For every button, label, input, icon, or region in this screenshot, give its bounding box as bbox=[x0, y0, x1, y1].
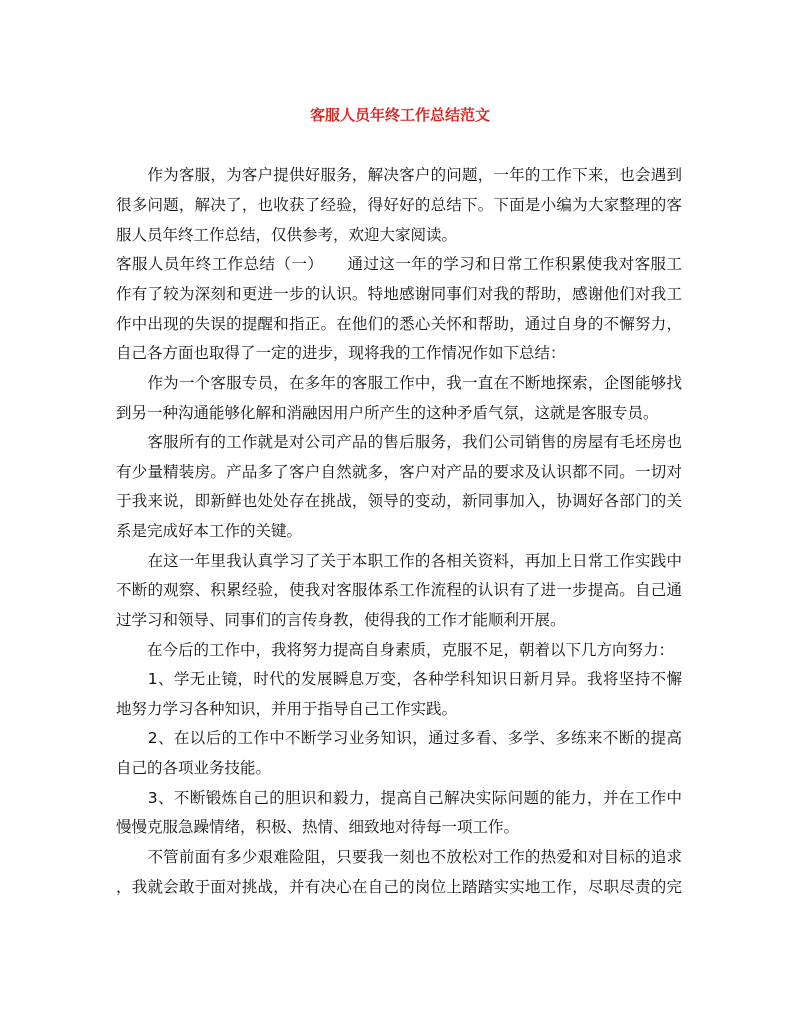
body-text-line: 过学习和领导、同事们的言传身教，使得我的工作才能顺利开展。 bbox=[116, 611, 566, 629]
body-text-line: 作有了较为深刻和更进一步的认识。特地感谢同事们对我的帮助，感谢他们对我工 bbox=[116, 285, 683, 303]
body-text-line: 客服人员年终工作总结（一） 通过这一年的学习和日常工作积累使我对客服工 bbox=[116, 255, 683, 273]
document-title: 客服人员年终工作总结范文 bbox=[309, 106, 490, 124]
body-text-line: 2、在以后的工作中不断学习业务知识，通过多看、多学、多练来不断的提高 bbox=[116, 729, 683, 747]
body-text-line: 1、学无止镜，时代的发展瞬息万变，各种学科知识日新月异。我将坚持不懈 bbox=[116, 670, 683, 688]
body-text-line: 作为一个客服专员，在多年的客服工作中，我一直在不断地探索，企图能够找 bbox=[116, 374, 683, 392]
body-text-line: 作为客服，为客户提供好服务，解决客户的问题，一年的工作下来，也会遇到 bbox=[116, 166, 683, 184]
body-text-line: 系是完成好本工作的关键。 bbox=[116, 522, 303, 540]
body-text-line: 不管前面有多少艰难险阻，只要我一刻也不放松对工作的热爱和对目标的追求 bbox=[116, 848, 683, 866]
body-text-line: 作中出现的失误的提醒和指正。在他们的悉心关怀和帮助，通过自身的不懈努力， bbox=[116, 315, 683, 333]
body-text-line: ，我就会敢于面对挑战，并有决心在自己的岗位上踏踏实实地工作，尽职尽责的完 bbox=[116, 878, 683, 896]
body-text-line: 地努力学习各种知识，并用于指导自己工作实践。 bbox=[116, 700, 458, 718]
body-text-line: 有少量精装房。产品多了客户自然就多，客户对产品的要求及认识都不同。一切对 bbox=[116, 463, 683, 481]
body-text-line: 于我来说，即新鲜也处处存在挑战，领导的变动，新同事加入，协调好各部门的关 bbox=[116, 492, 683, 510]
body-text-line: 自己各方面也取得了一定的进步，现将我的工作情况作如下总结： bbox=[116, 344, 566, 362]
body-text-line: 慢慢克服急躁情绪，积极、热情、细致地对待每一项工作。 bbox=[116, 818, 520, 836]
body-text-line: 在今后的工作中，我将努力提高自身素质，克服不足，朝着以下几方向努力： bbox=[116, 641, 675, 659]
body-text-line: 在这一年里我认真学习了关于本职工作的各相关资料，再加上日常工作实践中 bbox=[116, 552, 683, 570]
body-text-line: 到另一种沟通能够化解和消融因用户所产生的这种矛盾气氛，这就是客服专员。 bbox=[116, 404, 659, 422]
body-text-line: 很多问题，解决了，也收获了经验，得好好的总结下。下面是小编为大家整理的客 bbox=[116, 196, 683, 214]
body-text-line: 不断的观察、积累经验，使我对客服体系工作流程的认识有了进一步提高。自己通 bbox=[116, 581, 683, 599]
body-text-line: 3、不断锻炼自己的胆识和毅力，提高自己解决实际问题的能力，并在工作中 bbox=[116, 789, 683, 807]
body-text-line: 自己的各项业务技能。 bbox=[116, 759, 272, 777]
body-text-line: 服人员年终工作总结，仅供参考，欢迎大家阅读。 bbox=[116, 226, 458, 244]
body-text-line: 客服所有的工作就是对公司产品的售后服务，我们公司销售的房屋有毛坯房也 bbox=[116, 433, 683, 451]
